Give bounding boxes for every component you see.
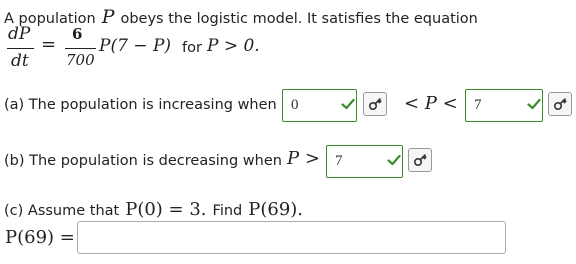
part-c-mid: Find xyxy=(212,203,243,219)
condition-text: P > 0. xyxy=(207,36,260,56)
part-c-answer-input[interactable] xyxy=(77,221,506,254)
key-icon xyxy=(409,149,431,171)
dt-denominator: dt xyxy=(11,51,29,71)
fraction-bar-rhs xyxy=(65,48,96,49)
part-a-lower-key-button[interactable] xyxy=(363,92,387,116)
intro-var-p: P xyxy=(101,6,115,28)
part-b-math: P > xyxy=(287,148,320,169)
part-a-label: (a) The population is increasing when xyxy=(4,97,277,113)
key-icon xyxy=(364,93,386,115)
dp-numerator: dP xyxy=(8,24,31,44)
coef-denominator: 700 xyxy=(66,51,95,69)
equals-sign: = xyxy=(41,34,57,55)
part-b-label: (b) The population is decreasing when xyxy=(4,153,282,169)
part-c-math1: P(0) = 3. xyxy=(125,199,207,220)
check-icon xyxy=(387,154,401,166)
part-c-answer-label: P(69) = xyxy=(5,227,75,248)
part-c-prompt xyxy=(4,199,303,220)
check-icon xyxy=(341,98,355,110)
intro-prefix: A population xyxy=(4,11,96,27)
intro-suffix: obeys the logistic model. It satisfies the equation xyxy=(120,11,478,27)
part-c-prefix: (c) Assume that xyxy=(4,203,120,219)
part-a-upper-key-button[interactable] xyxy=(548,92,572,116)
coef-numerator: 6 xyxy=(72,25,83,43)
fraction-bar-lhs xyxy=(7,48,34,49)
part-c-math2: P(69). xyxy=(248,199,304,220)
part-a-between: < P < xyxy=(404,93,458,114)
key-icon xyxy=(549,93,571,115)
part-a-lower-value: 0 xyxy=(291,97,299,113)
part-a-upper-value: 7 xyxy=(474,97,482,113)
check-icon xyxy=(527,98,541,110)
for-text: for xyxy=(182,40,202,56)
part-b-key-button[interactable] xyxy=(408,148,432,172)
part-b-value: 7 xyxy=(335,153,343,169)
rhs-expression: P(7 − P) xyxy=(99,36,172,56)
